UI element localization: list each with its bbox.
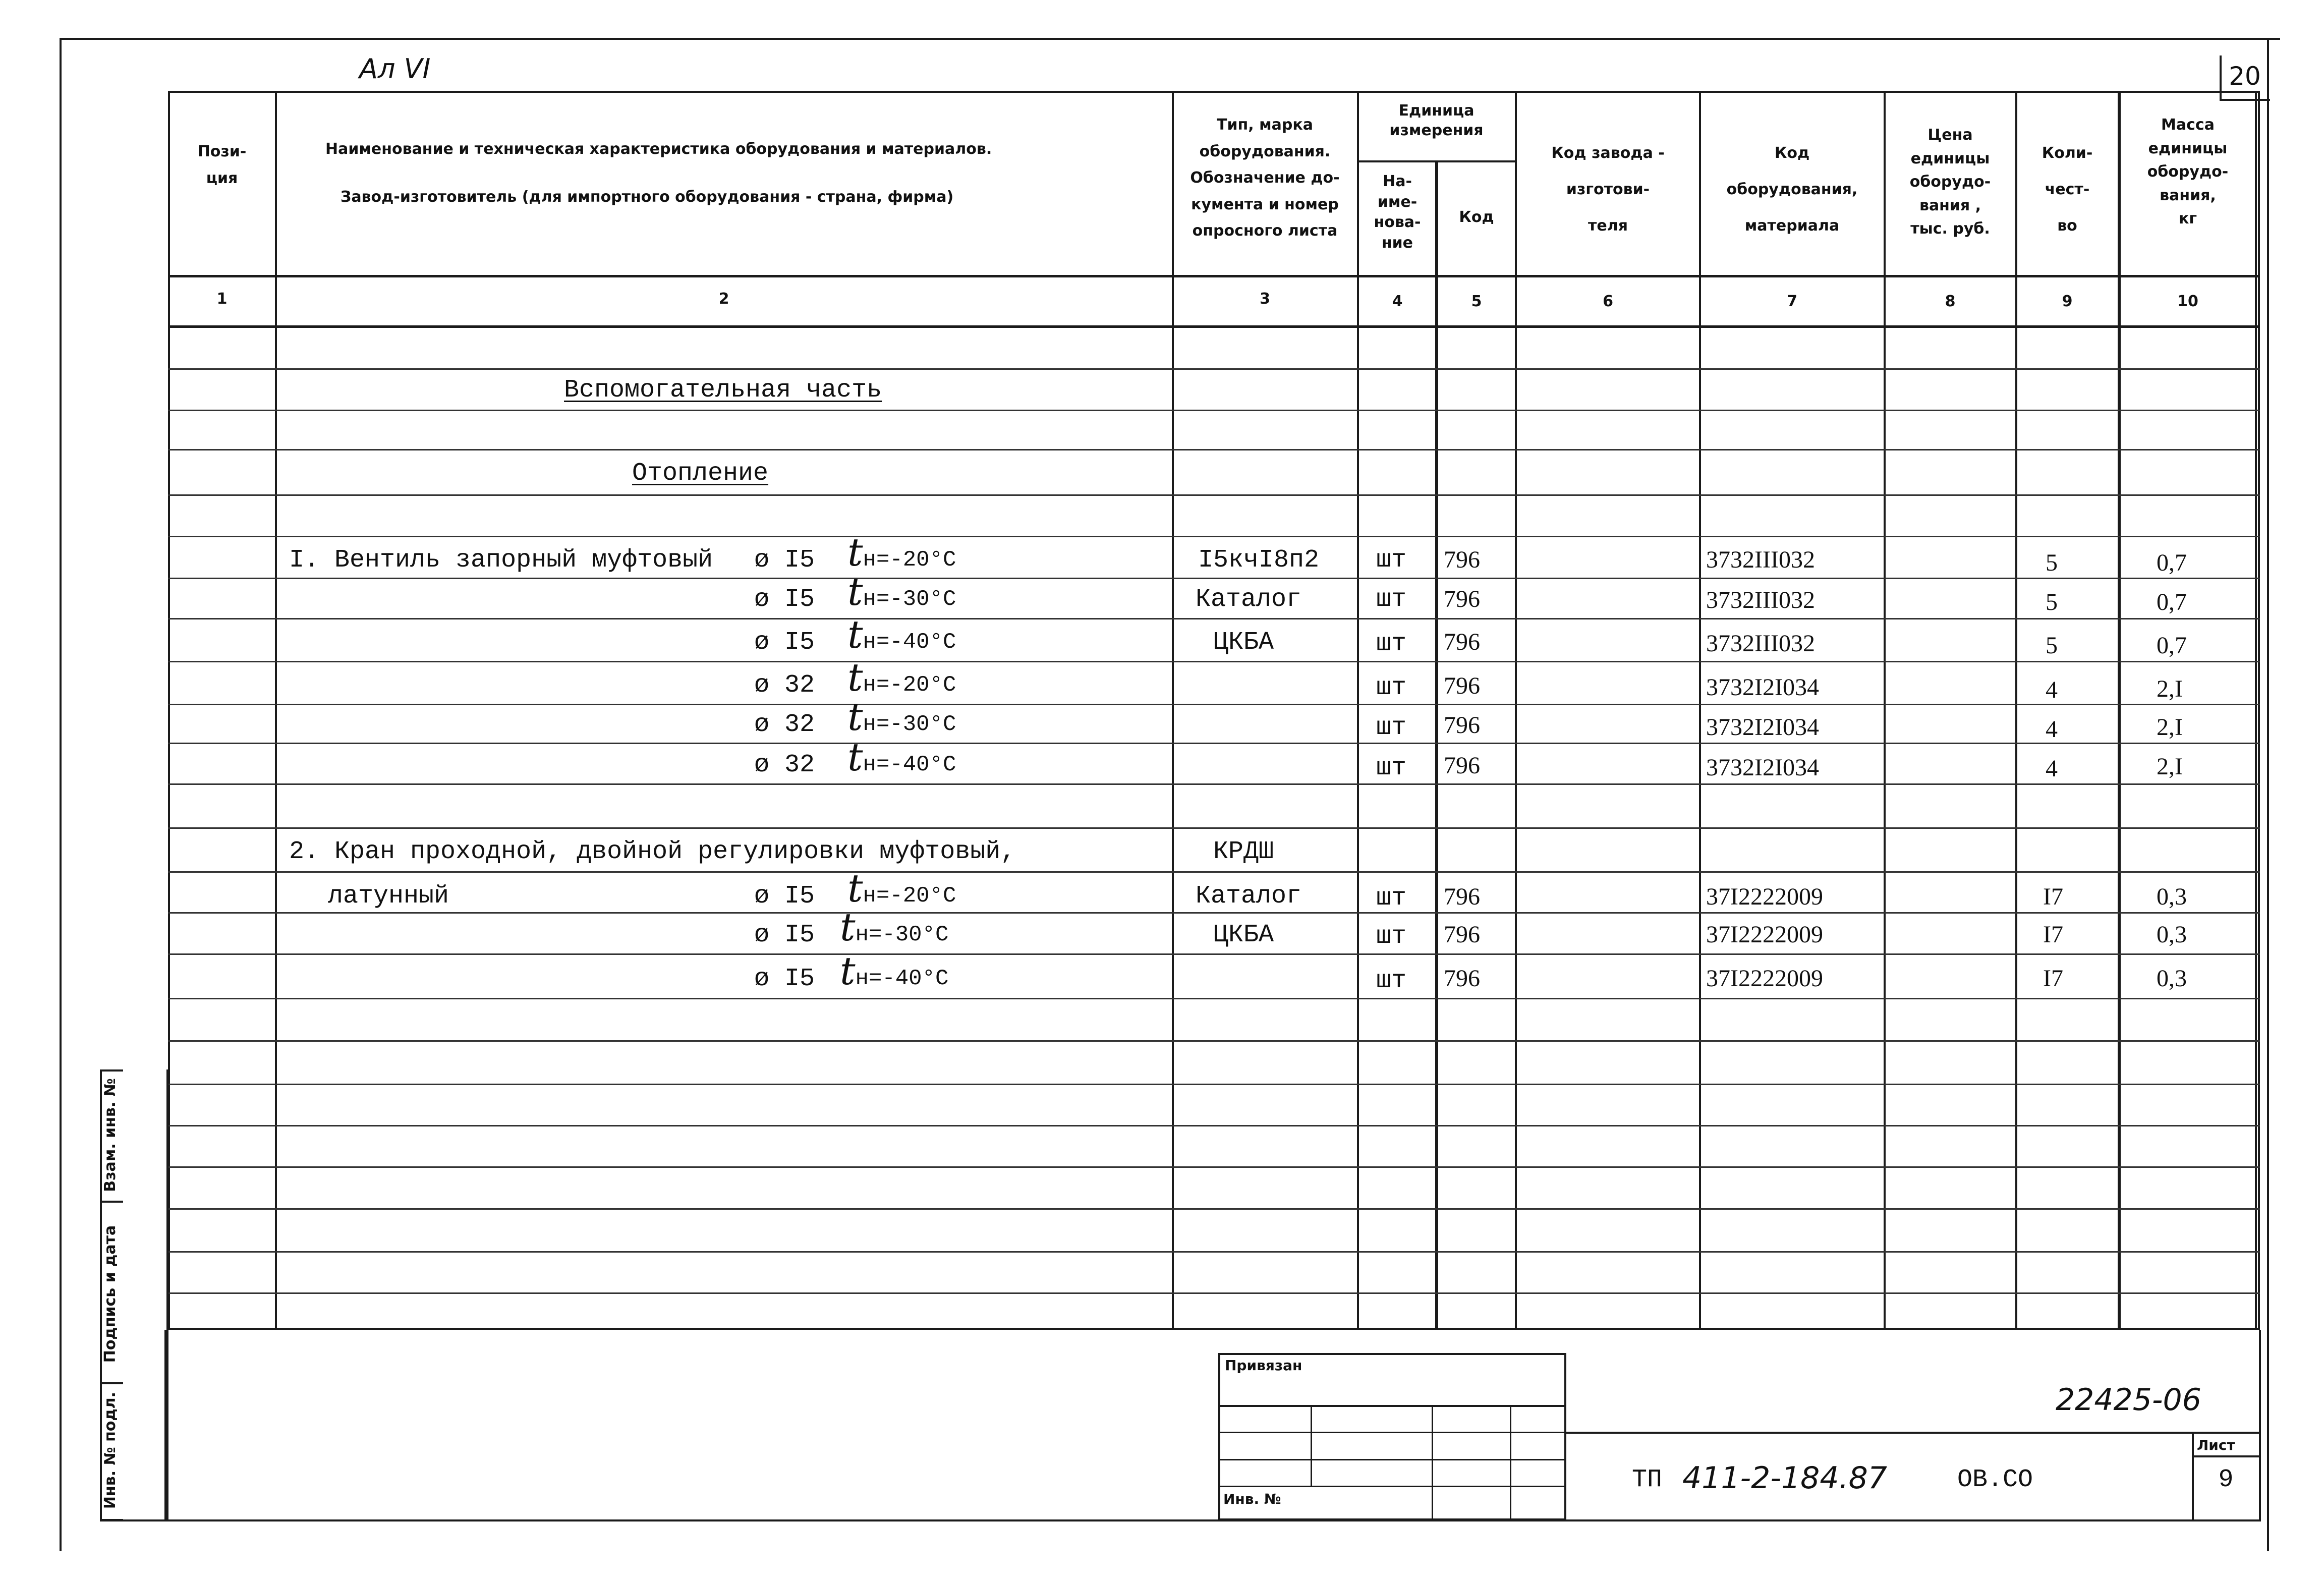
subsection-title: Отопление: [632, 459, 769, 488]
unit-split-line: [1357, 160, 1516, 162]
code-suffix: ОВ.СО: [1957, 1465, 2033, 1494]
diameter: ø I5: [754, 882, 815, 911]
diameter: ø I5: [754, 585, 815, 614]
col2-header-line2: Завод-изготовитель (для импортного оборудования - страна, фирма): [341, 188, 954, 206]
col-line: [1435, 161, 1438, 1330]
diameter: ø I5: [754, 965, 815, 993]
temperature: tн=-30°C: [847, 569, 956, 614]
list-box-line: [2192, 1455, 2260, 1457]
type-mark: Каталог: [1196, 882, 1302, 911]
doc-number: 22425-06: [2056, 1382, 2201, 1418]
equipment-code: 37I2222009: [1706, 921, 1823, 948]
col5-header: Код: [1459, 208, 1494, 226]
unit: шт: [1376, 967, 1407, 995]
mass: 2,I: [2157, 675, 2183, 702]
col-number: 5: [1471, 293, 1482, 310]
type-mark: I5кчI8п2: [1198, 546, 1320, 575]
col2-header-line1: Наименование и техническая характеристика оборудования и материалов.: [325, 140, 992, 158]
diameter: ø I5: [754, 921, 815, 949]
title-block-topline: [1566, 1432, 2260, 1434]
item2-material: латунный: [328, 882, 449, 911]
mass: 0,3: [2157, 965, 2187, 992]
side-stamp-vzam: Взам. инв. №: [101, 1078, 119, 1192]
bottom-area-right: [2259, 1330, 2261, 1521]
col-number: 8: [1945, 293, 1956, 310]
type-mark: ЦКБА: [1213, 628, 1274, 657]
temperature: tн=-30°C: [847, 694, 956, 739]
side-stamp-inv: Инв. № подл.: [101, 1391, 119, 1509]
mass: 2,I: [2157, 753, 2183, 780]
document-outer-border-left: [60, 38, 62, 1551]
unit: шт: [1376, 630, 1407, 658]
temperature: tн=-30°C: [840, 905, 949, 949]
privyazan-hline: [1218, 1432, 1566, 1433]
equipment-code: 3732III032: [1706, 587, 1815, 613]
privyazan-vline: [1311, 1405, 1312, 1486]
document-outer-border: [61, 38, 2280, 40]
temperature: tн=-40°C: [840, 948, 949, 993]
col7-header: Код оборудования, материала: [1726, 144, 1858, 235]
col45-header: Единица измерения: [1389, 102, 1484, 139]
quantity: 5: [2046, 589, 2058, 615]
row-line: [168, 1084, 2260, 1085]
temperature: tн=-20°C: [847, 655, 956, 700]
list-value: 9: [2218, 1465, 2234, 1494]
row-line: [168, 536, 2260, 537]
quantity: 5: [2046, 632, 2058, 659]
privyazan-vline: [1510, 1405, 1511, 1520]
col-number: 6: [1603, 293, 1613, 310]
mass: 0,7: [2157, 549, 2187, 576]
temperature: tн=-20°C: [847, 866, 956, 911]
diameter: ø 32: [754, 671, 815, 700]
code-prefix: ТП: [1632, 1465, 1663, 1494]
code-main: 411-2-184.87: [1682, 1460, 1887, 1496]
unit: шт: [1376, 673, 1407, 702]
unit-code: 796: [1444, 586, 1480, 612]
unit-code: 796: [1444, 629, 1480, 655]
equipment-code: 3732I2I034: [1706, 754, 1819, 781]
unit-code: 796: [1444, 921, 1480, 948]
quantity: I7: [2043, 883, 2063, 910]
mass: 0,7: [2157, 632, 2187, 659]
unit-code: 796: [1444, 752, 1480, 779]
unit-code: 796: [1444, 712, 1480, 739]
row-line: [168, 827, 2260, 829]
unit-code: 796: [1444, 965, 1480, 992]
quantity: 4: [2046, 716, 2058, 743]
row-line: [168, 953, 2260, 955]
side-stamp-right-border: [166, 1069, 168, 1521]
unit-code: 796: [1444, 883, 1480, 910]
col8-header: Цена единицы оборудо- вания , тыс. руб.: [1909, 126, 1991, 238]
unit: шт: [1376, 713, 1407, 742]
privyazan-hline: [1218, 1405, 1566, 1407]
equipment-code: 37I2222009: [1706, 883, 1823, 910]
temperature: tн=-40°C: [847, 735, 956, 779]
item2-type: КРДШ: [1213, 837, 1274, 866]
quantity: I7: [2043, 965, 2063, 992]
row-line: [168, 494, 2260, 496]
temperature: tн=-40°C: [847, 612, 956, 657]
col3-header: Тип, марка оборудования. Обозначение до- кумента и номер опросного листа: [1190, 116, 1340, 240]
mass: 0,3: [2157, 921, 2187, 948]
row-line: [168, 871, 2260, 873]
side-stamp-podpis: Подпись и дата: [101, 1225, 119, 1363]
list-label: Лист: [2197, 1437, 2235, 1453]
numbers-bottom-line: [168, 325, 2260, 328]
privyazan-hline: [1218, 1459, 1566, 1460]
row-line: [168, 1040, 2260, 1042]
equipment-code: 37I2222009: [1706, 965, 1823, 992]
col-number: 10: [2177, 293, 2198, 310]
list-box: [2192, 1432, 2194, 1521]
col-number: 7: [1787, 293, 1797, 310]
row-line: [168, 743, 2260, 744]
temperature: tн=-20°C: [847, 530, 956, 575]
col10-header: Масса единицы оборудо- вания, кг: [2147, 116, 2229, 228]
row-line: [168, 618, 2260, 619]
bottom-area-left: [164, 1330, 166, 1521]
unit: шт: [1376, 922, 1407, 951]
mass: 0,3: [2157, 883, 2187, 910]
type-mark: ЦКБА: [1213, 921, 1274, 949]
col-number: 3: [1260, 290, 1270, 308]
item2-title: 2. Кран проходной, двойной регулировки муфтовый,: [289, 837, 1016, 866]
inv-no-label: Инв. №: [1223, 1491, 1281, 1507]
row-line: [168, 1292, 2260, 1294]
diameter: ø 32: [754, 751, 815, 779]
col4-header: На- име- нова- ние: [1374, 173, 1421, 252]
quantity: 4: [2046, 755, 2058, 782]
quantity: I7: [2043, 921, 2063, 948]
equipment-code: 3732III032: [1706, 630, 1815, 657]
section-title: Вспомогательная часть: [564, 376, 882, 405]
unit-code: 796: [1444, 672, 1480, 699]
unit: шт: [1376, 546, 1407, 575]
col-number: 4: [1392, 293, 1403, 310]
col1-header: Пози- ция: [197, 143, 247, 187]
header-mark: Ал VI: [359, 53, 431, 85]
type-mark: Каталог: [1196, 585, 1302, 614]
row-line: [168, 783, 2260, 785]
row-line: [168, 1251, 2260, 1253]
mass: 2,I: [2157, 714, 2183, 741]
row-line: [168, 578, 2260, 579]
col9-header: Коли- чест- во: [2042, 144, 2093, 235]
page-corner-number: 20: [2229, 62, 2261, 91]
row-line: [168, 704, 2260, 705]
unit: шт: [1376, 884, 1407, 913]
bottom-area-bottom: [100, 1519, 2260, 1521]
side-stamp-divider: [100, 1201, 123, 1203]
col6-header: Код завода - изготови- теля: [1551, 144, 1665, 235]
col-number: 9: [2062, 293, 2073, 310]
document-outer-border-right: [2267, 38, 2269, 1551]
row-line: [168, 1125, 2260, 1126]
equipment-code: 3732III032: [1706, 546, 1815, 573]
quantity: 5: [2046, 549, 2058, 576]
quantity: 4: [2046, 676, 2058, 703]
col-number: 2: [718, 290, 729, 308]
row-line: [168, 410, 2260, 411]
row-line: [168, 1208, 2260, 1210]
row-line: [168, 998, 2260, 999]
diameter: ø I5: [754, 628, 815, 657]
equipment-code: 3732I2I034: [1706, 674, 1819, 701]
diameter: ø 32: [754, 710, 815, 739]
row-line: [168, 1166, 2260, 1168]
row-line: [168, 661, 2260, 662]
unit: шт: [1376, 754, 1407, 782]
header-bottom-line: [168, 275, 2260, 277]
unit: шт: [1376, 585, 1407, 614]
mass: 0,7: [2157, 589, 2187, 615]
unit-code: 796: [1444, 546, 1480, 573]
row-line: [168, 449, 2260, 450]
row-line: [168, 912, 2260, 914]
col-number: 1: [216, 290, 228, 308]
privyazan-vline: [1432, 1405, 1433, 1520]
equipment-code: 3732I2I034: [1706, 714, 1819, 741]
privyazan-label: Привязан: [1225, 1357, 1302, 1374]
privyazan-hline: [1218, 1486, 1566, 1487]
item1-name: I. Вентиль запорный муфтовый: [289, 546, 713, 575]
row-line: [168, 368, 2260, 370]
diameter: ø I5: [754, 546, 815, 575]
